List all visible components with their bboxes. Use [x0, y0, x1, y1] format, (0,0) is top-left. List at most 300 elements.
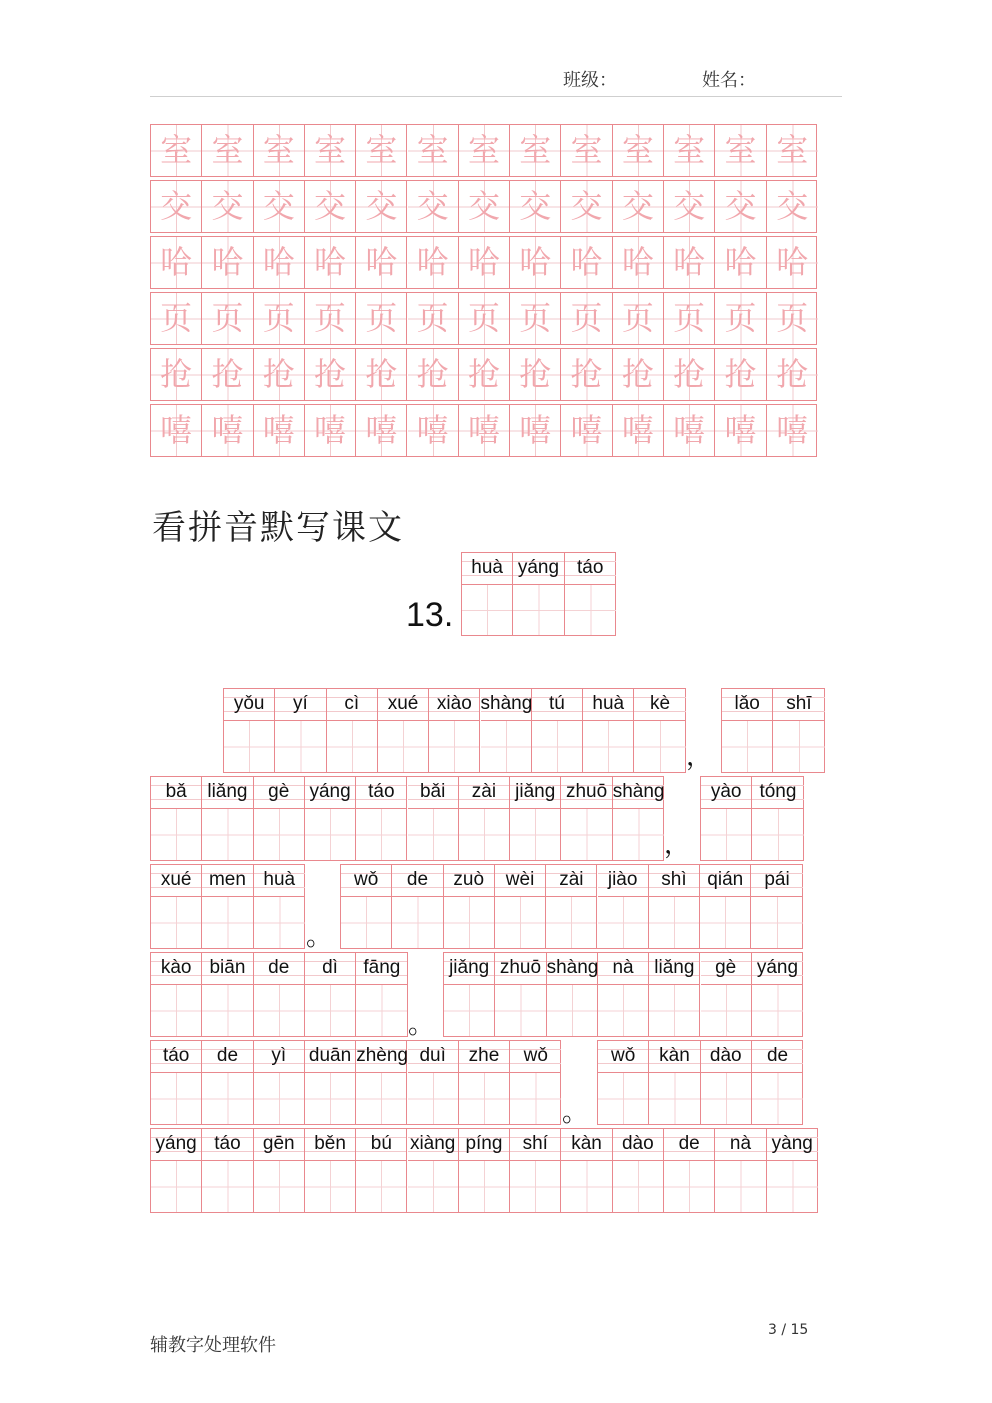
practice-char-cell[interactable]: 嘻	[459, 405, 510, 456]
practice-char-cell[interactable]: 室	[305, 125, 356, 176]
pinyin-column	[751, 865, 802, 948]
pinyin-syllable: jiǎng	[510, 777, 560, 809]
pinyin-column	[378, 689, 429, 772]
pinyin-syllable: táo	[151, 1041, 201, 1073]
practice-char-cell[interactable]: 抢	[459, 349, 510, 400]
pinyin-column	[254, 1129, 305, 1212]
practice-char-cell[interactable]: 页	[305, 293, 356, 344]
practice-char-cell[interactable]: 页	[202, 293, 253, 344]
pinyin-box-group	[461, 552, 616, 636]
writing-box[interactable]	[752, 809, 803, 860]
pinyin-syllable: de	[752, 1041, 803, 1073]
writing-box[interactable]	[202, 1161, 252, 1212]
practice-char-cell[interactable]: 嘻	[767, 405, 818, 456]
writing-box[interactable]	[495, 897, 545, 948]
pinyin-column	[634, 689, 685, 772]
writing-box[interactable]	[392, 897, 442, 948]
pinyin-column	[202, 1129, 253, 1212]
pinyin-column	[202, 777, 253, 860]
pinyin-column	[275, 689, 326, 772]
writing-box[interactable]	[462, 585, 512, 635]
pinyin-syllable: duān	[305, 1041, 355, 1073]
practice-char-cell[interactable]: 交	[510, 181, 561, 232]
pinyin-column	[305, 1129, 356, 1212]
practice-char-cell[interactable]: 抢	[356, 349, 407, 400]
pinyin-column	[598, 1041, 649, 1124]
writing-box[interactable]	[254, 1161, 304, 1212]
pinyin-syllable: tóng	[752, 777, 803, 809]
pinyin-column	[254, 865, 305, 948]
pinyin-syllable: huà	[254, 865, 305, 897]
pinyin-column	[649, 953, 700, 1036]
pinyin-syllable: tú	[532, 689, 582, 721]
practice-char-cell[interactable]: 页	[151, 293, 202, 344]
pinyin-column	[532, 689, 583, 772]
practice-char-cell[interactable]: 抢	[510, 349, 561, 400]
practice-char-cell[interactable]: 页	[510, 293, 561, 344]
practice-char-cell[interactable]: 交	[151, 181, 202, 232]
practice-char-cell[interactable]: 室	[408, 125, 459, 176]
writing-box[interactable]	[701, 1073, 751, 1124]
pinyin-column	[224, 689, 275, 772]
writing-box[interactable]	[151, 1073, 201, 1124]
writing-box[interactable]	[561, 809, 611, 860]
practice-char-cell[interactable]: 页	[664, 293, 715, 344]
pinyin-column	[356, 953, 407, 1036]
pinyin-syllable: zuò	[444, 865, 494, 897]
writing-box[interactable]	[481, 721, 531, 772]
practice-char-cell[interactable]: 嘻	[561, 405, 612, 456]
pinyin-syllable: kàn	[561, 1129, 611, 1161]
practice-char-cell[interactable]: 页	[254, 293, 305, 344]
writing-box[interactable]	[459, 1161, 509, 1212]
practice-char-cell[interactable]: 哈	[561, 237, 612, 288]
pinyin-syllable: gè	[701, 953, 751, 985]
practice-char-cell[interactable]: 哈	[510, 237, 561, 288]
writing-box[interactable]	[254, 1073, 304, 1124]
practice-char-cell[interactable]: 室	[510, 125, 561, 176]
pinyin-column	[305, 953, 356, 1036]
writing-box[interactable]	[583, 721, 633, 772]
pinyin-column	[701, 777, 752, 860]
pinyin-syllable: xiàng	[408, 1129, 458, 1161]
practice-char-cell[interactable]: 交	[408, 181, 459, 232]
pinyin-syllable: píng	[459, 1129, 509, 1161]
writing-box[interactable]	[722, 721, 772, 772]
writing-box[interactable]	[275, 721, 325, 772]
pinyin-column	[700, 865, 751, 948]
pinyin-syllable: gè	[254, 777, 304, 809]
writing-box[interactable]	[224, 721, 274, 772]
writing-box[interactable]	[752, 1073, 803, 1124]
writing-box[interactable]	[649, 897, 699, 948]
practice-char-cell[interactable]: 页	[715, 293, 766, 344]
writing-box[interactable]	[715, 1161, 765, 1212]
pinyin-column	[649, 1041, 700, 1124]
writing-box[interactable]	[701, 809, 751, 860]
pinyin-syllable: duì	[408, 1041, 458, 1073]
pinyin-syllable: yào	[701, 777, 751, 809]
practice-char-cell[interactable]: 哈	[305, 237, 356, 288]
writing-box[interactable]	[598, 1073, 648, 1124]
practice-char-cell[interactable]: 室	[767, 125, 818, 176]
writing-box[interactable]	[546, 897, 596, 948]
practice-char-cell[interactable]: 抢	[202, 349, 253, 400]
practice-row	[150, 124, 817, 177]
practice-char-cell[interactable]: 哈	[151, 237, 202, 288]
practice-char-cell[interactable]: 抢	[561, 349, 612, 400]
practice-char-cell[interactable]: 哈	[664, 237, 715, 288]
practice-char-cell[interactable]: 嘻	[356, 405, 407, 456]
practice-char-cell[interactable]: 交	[767, 181, 818, 232]
writing-box[interactable]	[649, 1073, 699, 1124]
writing-box[interactable]	[151, 809, 201, 860]
writing-box[interactable]	[513, 585, 563, 635]
practice-char-cell[interactable]: 室	[254, 125, 305, 176]
practice-char-cell[interactable]: 嘻	[408, 405, 459, 456]
pinyin-syllable: dì	[305, 953, 355, 985]
practice-char-cell[interactable]: 页	[613, 293, 664, 344]
writing-box[interactable]	[547, 985, 597, 1036]
pinyin-syllable: nà	[598, 953, 648, 985]
pinyin-syllable: shàng	[481, 689, 531, 721]
pinyin-column	[752, 953, 803, 1036]
punctuation-mark: ，	[664, 830, 691, 860]
punctuation-mark: 。	[306, 922, 333, 952]
header-rule	[150, 96, 842, 97]
pinyin-syllable: men	[202, 865, 252, 897]
pinyin-syllable: huà	[583, 689, 633, 721]
practice-char-cell[interactable]: 室	[613, 125, 664, 176]
writing-box[interactable]	[327, 721, 377, 772]
lesson-number: 13.	[406, 596, 454, 634]
practice-char-cell[interactable]: 哈	[767, 237, 818, 288]
writing-box[interactable]	[202, 897, 252, 948]
writing-box[interactable]	[305, 1073, 355, 1124]
writing-box[interactable]	[429, 721, 479, 772]
writing-box[interactable]	[305, 1161, 355, 1212]
pinyin-syllable: dào	[701, 1041, 751, 1073]
class-label: 班级：	[563, 70, 617, 91]
pinyin-syllable: yáng	[752, 953, 803, 985]
pinyin-column	[561, 1129, 612, 1212]
practice-char-cell[interactable]: 哈	[202, 237, 253, 288]
pinyin-box-group	[150, 1128, 818, 1213]
writing-box[interactable]	[356, 1073, 406, 1124]
writing-box[interactable]	[356, 1161, 406, 1212]
practice-char-cell[interactable]: 室	[561, 125, 612, 176]
pinyin-syllable: zhuō	[495, 953, 545, 985]
practice-char-cell[interactable]: 室	[356, 125, 407, 176]
pinyin-syllable: bú	[356, 1129, 406, 1161]
writing-box[interactable]	[459, 1073, 509, 1124]
practice-char-cell[interactable]: 页	[356, 293, 407, 344]
pinyin-syllable: kè	[634, 689, 685, 721]
practice-char-cell[interactable]: 抢	[715, 349, 766, 400]
writing-box[interactable]	[598, 985, 648, 1036]
pinyin-column	[561, 777, 612, 860]
practice-char-cell[interactable]: 哈	[254, 237, 305, 288]
writing-box[interactable]	[378, 721, 428, 772]
practice-char-cell[interactable]: 页	[767, 293, 818, 344]
pinyin-column	[341, 865, 392, 948]
pinyin-column	[444, 953, 495, 1036]
writing-box[interactable]	[151, 897, 201, 948]
writing-box[interactable]	[752, 985, 803, 1036]
practice-char-cell[interactable]: 嘻	[305, 405, 356, 456]
pinyin-syllable: kào	[151, 953, 201, 985]
punctuation-mark: ，	[686, 742, 713, 772]
pinyin-syllable: yàng	[767, 1129, 818, 1161]
writing-box[interactable]	[151, 1161, 201, 1212]
writing-box[interactable]	[510, 1073, 561, 1124]
pinyin-syllable: jiào	[598, 865, 648, 897]
practice-char-cell[interactable]: 交	[715, 181, 766, 232]
practice-char-cell[interactable]: 哈	[459, 237, 510, 288]
pinyin-syllable: zhèng	[356, 1041, 406, 1073]
writing-box[interactable]	[773, 721, 824, 772]
pinyin-syllable: liǎng	[649, 953, 699, 985]
pinyin-column	[664, 1129, 715, 1212]
practice-char-cell[interactable]: 哈	[715, 237, 766, 288]
pinyin-box-group	[443, 952, 803, 1037]
pinyin-column	[495, 953, 546, 1036]
practice-char-cell[interactable]: 抢	[408, 349, 459, 400]
pinyin-column	[202, 953, 253, 1036]
practice-char-cell[interactable]: 抢	[767, 349, 818, 400]
pinyin-syllable: huà	[462, 553, 512, 585]
writing-box[interactable]	[356, 809, 406, 860]
pinyin-column	[613, 777, 664, 860]
writing-box[interactable]	[444, 897, 494, 948]
writing-box[interactable]	[701, 985, 751, 1036]
writing-box[interactable]	[510, 809, 560, 860]
writing-box[interactable]	[408, 809, 458, 860]
pinyin-syllable: zài	[546, 865, 596, 897]
pinyin-box-group	[150, 864, 305, 949]
practice-row	[150, 180, 817, 233]
writing-box[interactable]	[202, 809, 252, 860]
practice-char-cell[interactable]: 抢	[151, 349, 202, 400]
pinyin-column	[151, 865, 202, 948]
pinyin-syllable: táo	[356, 777, 406, 809]
pinyin-syllable: pái	[751, 865, 802, 897]
practice-char-cell[interactable]: 页	[408, 293, 459, 344]
pinyin-box-group	[150, 776, 664, 861]
pinyin-column	[565, 553, 616, 635]
writing-box[interactable]	[254, 985, 304, 1036]
practice-char-cell[interactable]: 嘻	[254, 405, 305, 456]
pinyin-column	[701, 953, 752, 1036]
pinyin-syllable: gēn	[254, 1129, 304, 1161]
practice-char-cell[interactable]: 抢	[254, 349, 305, 400]
writing-box[interactable]	[649, 985, 699, 1036]
pinyin-column	[356, 1129, 407, 1212]
practice-char-cell[interactable]: 抢	[613, 349, 664, 400]
pinyin-column	[701, 1041, 752, 1124]
writing-box[interactable]	[613, 809, 664, 860]
pinyin-syllable: yáng	[513, 553, 563, 585]
practice-char-cell[interactable]: 室	[459, 125, 510, 176]
pinyin-syllable: bǎ	[151, 777, 201, 809]
practice-char-cell[interactable]: 页	[561, 293, 612, 344]
practice-char-cell[interactable]: 交	[561, 181, 612, 232]
pinyin-column	[151, 1129, 202, 1212]
practice-char-cell[interactable]: 室	[715, 125, 766, 176]
practice-char-cell[interactable]: 交	[202, 181, 253, 232]
pinyin-box-group	[223, 688, 686, 773]
writing-box[interactable]	[202, 985, 252, 1036]
pinyin-syllable: táo	[565, 553, 616, 585]
pinyin-syllable: de	[664, 1129, 714, 1161]
writing-box[interactable]	[598, 897, 648, 948]
pinyin-column	[459, 777, 510, 860]
writing-box[interactable]	[700, 897, 750, 948]
writing-box[interactable]	[254, 897, 305, 948]
writing-box[interactable]	[767, 1161, 818, 1212]
writing-box[interactable]	[634, 721, 685, 772]
writing-box[interactable]	[356, 985, 407, 1036]
practice-char-cell[interactable]: 嘻	[151, 405, 202, 456]
pinyin-box-group	[340, 864, 803, 949]
writing-box[interactable]	[613, 1161, 663, 1212]
pinyin-column	[598, 865, 649, 948]
pinyin-column	[598, 953, 649, 1036]
pinyin-column	[356, 1041, 407, 1124]
practice-char-cell[interactable]: 抢	[664, 349, 715, 400]
pinyin-syllable: wèi	[495, 865, 545, 897]
pinyin-column	[254, 953, 305, 1036]
pinyin-syllable: xué	[378, 689, 428, 721]
pinyin-column	[513, 553, 564, 635]
pinyin-column	[151, 1041, 202, 1124]
practice-row	[150, 292, 817, 345]
practice-char-cell[interactable]: 哈	[356, 237, 407, 288]
pinyin-syllable: yì	[254, 1041, 304, 1073]
pinyin-syllable: bǎi	[408, 777, 458, 809]
pinyin-syllable: yǒu	[224, 689, 274, 721]
practice-char-cell[interactable]: 交	[305, 181, 356, 232]
pinyin-syllable: wǒ	[598, 1041, 648, 1073]
practice-char-cell[interactable]: 哈	[408, 237, 459, 288]
practice-char-cell[interactable]: 嘻	[664, 405, 715, 456]
page-number: 3 / 15	[768, 1322, 809, 1338]
pinyin-column	[649, 865, 700, 948]
writing-box[interactable]	[305, 809, 355, 860]
pinyin-column	[305, 1041, 356, 1124]
practice-char-cell[interactable]: 交	[664, 181, 715, 232]
pinyin-column	[752, 777, 803, 860]
pinyin-syllable: kàn	[649, 1041, 699, 1073]
writing-box[interactable]	[664, 1161, 714, 1212]
pinyin-syllable: shàng	[613, 777, 664, 809]
pinyin-syllable: yí	[275, 689, 325, 721]
practice-char-cell[interactable]: 室	[202, 125, 253, 176]
writing-box[interactable]	[532, 721, 582, 772]
pinyin-syllable: dào	[613, 1129, 663, 1161]
pinyin-syllable: wǒ	[510, 1041, 561, 1073]
pinyin-syllable: zhuō	[561, 777, 611, 809]
writing-box[interactable]	[408, 1161, 458, 1212]
practice-char-cell[interactable]: 抢	[305, 349, 356, 400]
pinyin-column	[408, 1041, 459, 1124]
writing-box[interactable]	[751, 897, 802, 948]
pinyin-column	[547, 953, 598, 1036]
pinyin-syllable: táo	[202, 1129, 252, 1161]
pinyin-column	[773, 689, 824, 772]
practice-char-cell[interactable]: 页	[459, 293, 510, 344]
pinyin-syllable: zài	[459, 777, 509, 809]
pinyin-syllable: biān	[202, 953, 252, 985]
writing-box[interactable]	[202, 1073, 252, 1124]
pinyin-column	[459, 1041, 510, 1124]
practice-char-cell[interactable]: 哈	[613, 237, 664, 288]
pinyin-box-group	[700, 776, 804, 861]
pinyin-syllable: shì	[649, 865, 699, 897]
practice-char-cell[interactable]: 室	[664, 125, 715, 176]
pinyin-column	[613, 1129, 664, 1212]
pinyin-syllable: yáng	[151, 1129, 201, 1161]
pinyin-syllable: shī	[773, 689, 824, 721]
name-label: 姓名：	[702, 70, 756, 91]
practice-row	[150, 348, 817, 401]
writing-box[interactable]	[305, 985, 355, 1036]
writing-box[interactable]	[254, 809, 304, 860]
writing-box[interactable]	[510, 1161, 560, 1212]
pinyin-column	[392, 865, 443, 948]
writing-box[interactable]	[444, 985, 494, 1036]
pinyin-column	[202, 1041, 253, 1124]
pinyin-column	[151, 953, 202, 1036]
pinyin-column	[408, 777, 459, 860]
punctuation-mark: 。	[408, 1010, 435, 1040]
writing-box[interactable]	[151, 985, 201, 1036]
practice-char-cell[interactable]: 交	[254, 181, 305, 232]
practice-char-cell[interactable]: 嘻	[510, 405, 561, 456]
writing-box[interactable]	[459, 809, 509, 860]
footer-software-name: 辅教字处理软件	[150, 1335, 276, 1356]
pinyin-column	[722, 689, 773, 772]
pinyin-column	[254, 1041, 305, 1124]
writing-box[interactable]	[561, 1161, 611, 1212]
pinyin-column	[459, 1129, 510, 1212]
practice-row	[150, 404, 817, 457]
writing-box[interactable]	[565, 585, 616, 635]
practice-char-cell[interactable]: 嘻	[715, 405, 766, 456]
writing-box[interactable]	[495, 985, 545, 1036]
writing-box[interactable]	[408, 1073, 458, 1124]
pinyin-column	[510, 1129, 561, 1212]
pinyin-column	[327, 689, 378, 772]
pinyin-syllable: wǒ	[341, 865, 391, 897]
pinyin-column	[254, 777, 305, 860]
practice-char-cell[interactable]: 交	[356, 181, 407, 232]
pinyin-box-group	[721, 688, 825, 773]
pinyin-column	[462, 553, 513, 635]
practice-char-cell[interactable]: 嘻	[202, 405, 253, 456]
pinyin-syllable: xiào	[429, 689, 479, 721]
writing-box[interactable]	[341, 897, 391, 948]
practice-char-cell[interactable]: 交	[459, 181, 510, 232]
pinyin-column	[305, 777, 356, 860]
pinyin-column	[583, 689, 634, 772]
pinyin-column	[510, 777, 561, 860]
practice-char-cell[interactable]: 嘻	[613, 405, 664, 456]
pinyin-column	[767, 1129, 818, 1212]
pinyin-syllable: yáng	[305, 777, 355, 809]
practice-char-cell[interactable]: 交	[613, 181, 664, 232]
practice-char-cell[interactable]: 室	[151, 125, 202, 176]
